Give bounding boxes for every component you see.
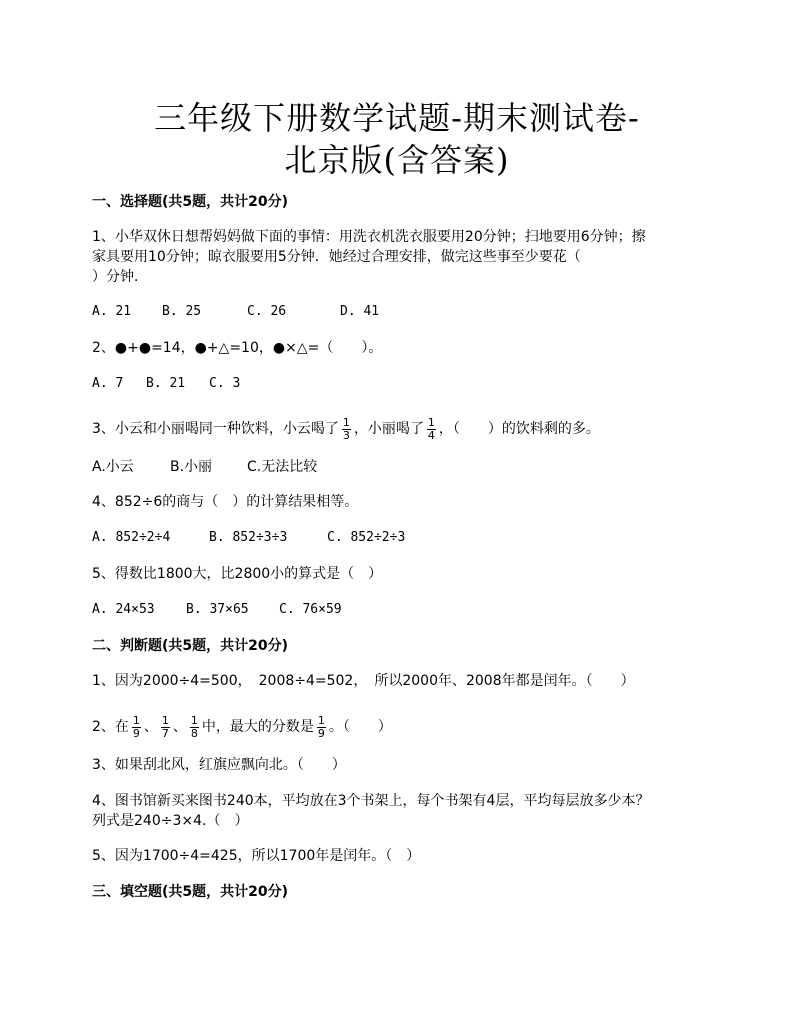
option-a: A. 7 (92, 376, 124, 391)
numerator: 1 (427, 415, 435, 429)
s2-q1-text: 1、因为2000÷4=500， 2008÷4=502， 所以2000年、2008年都是闰年。（ ） (92, 673, 635, 689)
option-c: C. 852÷2÷3 (327, 530, 406, 545)
numerator: 1 (317, 713, 325, 727)
fraction (342, 417, 351, 442)
option-a: A. 24×53 (92, 602, 155, 617)
s2-q3-text: 3、如果刮北风，红旗应飘向北。（ ） (92, 757, 346, 773)
section2-heading: 二、判断题(共5题，共计20分) (92, 638, 289, 654)
s2-q5-text: 5、因为1700÷4=425，所以1700年是闰年。（ ） (92, 848, 421, 864)
denominator: 7 (161, 726, 169, 740)
fraction (427, 417, 436, 442)
option-c: C. 3 (209, 376, 241, 391)
section1-heading: 一、选择题(共5题，共计20分) (92, 194, 289, 210)
s1-q2-text: 2、●+●=14，●+△=10，●×△=（ ）。 (92, 340, 383, 356)
s1-q1-line2: 家具要用10分钟；晾衣服要用5分钟．她经过合理安排，做完这些事至少要花（ (92, 249, 581, 265)
option-a: A. 852÷2÷4 (92, 530, 171, 545)
q3-part1: 3、小云和小丽喝同一种饮料，小云喝了 (92, 421, 339, 437)
numerator: 1 (161, 713, 169, 727)
s2-q4-line2: 列式是240÷3×4.（ ） (92, 813, 249, 829)
option-b: B. 852÷3÷3 (209, 530, 288, 545)
s1-q4-text: 4、852÷6的商与（ ）的计算结果相等。 (92, 494, 359, 510)
option-b: B.小丽 (170, 459, 213, 475)
option-c: C. 76×59 (279, 602, 342, 617)
option-a: A. 21 (92, 304, 132, 319)
numerator: 1 (132, 713, 140, 727)
option-c: C.无法比较 (247, 459, 318, 475)
denominator: 8 (190, 726, 198, 740)
separator: 、 (143, 719, 158, 735)
option-a: A.小云 (92, 459, 134, 475)
option-b: B. 21 (146, 376, 186, 391)
s1-q3-text (92, 414, 600, 444)
denominator: 9 (132, 726, 140, 740)
page-title-line2: 北京版(含答案) (284, 141, 510, 179)
denominator: 3 (342, 428, 350, 442)
s1-q4-options (92, 527, 405, 549)
numerator: 1 (342, 415, 350, 429)
s1-q3-options (92, 456, 317, 478)
fraction (132, 715, 141, 740)
option-b: B. 37×65 (186, 602, 249, 617)
separator: 、 (172, 719, 187, 735)
denominator: 9 (317, 726, 325, 740)
option-c: C. 26 (247, 304, 287, 319)
page-title-line1: 三年级下册数学试题-期末测试卷- (154, 99, 640, 137)
s2-q2-text (92, 712, 392, 742)
q3-part2: ，小丽喝了 (353, 421, 424, 437)
q2-suffix: 。（ ） (328, 719, 392, 735)
s1-q2-options (92, 373, 240, 395)
fraction (161, 715, 170, 740)
s1-q1-line1: 1、小华双休日想帮妈妈做下面的事情：用洗衣机洗衣服要用20分钟；扫地要用6分钟；擦 (92, 229, 646, 245)
s2-q4-line1: 4、图书馆新买来图书240本，平均放在3个书架上，每个书架有4层，平均每层放多少本？ (92, 793, 650, 809)
fraction (317, 715, 326, 740)
q2-prefix: 2、在 (92, 719, 129, 735)
s1-q1-line3: ）分钟． (92, 269, 148, 285)
numerator: 1 (190, 713, 198, 727)
q2-mid: 中，最大的分数是 (201, 719, 314, 735)
option-b: B. 25 (162, 304, 202, 319)
q3-part3: ，（ ）的饮料剩的多。 (438, 421, 600, 437)
s1-q5-options (92, 599, 342, 621)
s1-q5-text: 5、得数比1800大，比2800小的算式是（ ） (92, 566, 383, 582)
fraction (190, 715, 199, 740)
s1-q1-options (92, 301, 379, 323)
denominator: 4 (427, 428, 435, 442)
option-d: D. 41 (340, 304, 380, 319)
section3-heading: 三、填空题(共5题，共计20分) (92, 884, 289, 900)
